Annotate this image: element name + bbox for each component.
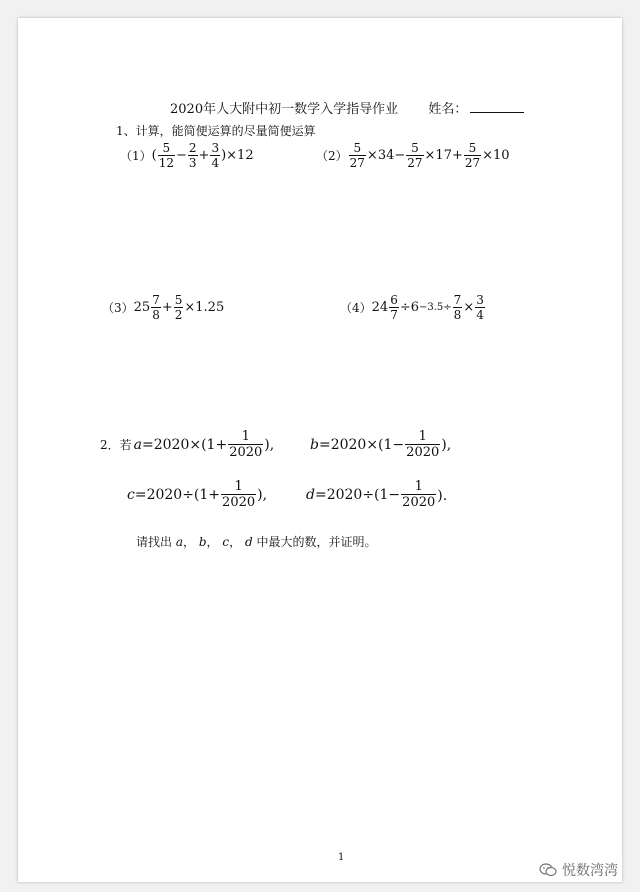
- fraction: $\frac{3}{4}$: [476, 293, 484, 322]
- expr-tail: ),: [264, 436, 275, 453]
- expr-term: =2020÷(1+: [134, 486, 221, 503]
- title-text: 2020年人大附中初一数学入学指导作业: [170, 102, 399, 117]
- expr-term: =2020÷(1−: [314, 486, 401, 503]
- fraction: $\frac{5}{12}$: [158, 141, 174, 170]
- separator: ，: [206, 535, 219, 549]
- expr-term: ×34−: [366, 148, 406, 163]
- variable: d: [306, 486, 315, 503]
- q1-part3-label: （3）: [102, 301, 134, 315]
- page-title: [170, 98, 524, 117]
- q1-part4-label: （4）: [340, 301, 372, 315]
- name-label: 姓名：: [428, 102, 468, 117]
- fraction: $\frac{1}{2020}$: [222, 479, 256, 510]
- q2-expr-d: [306, 480, 457, 509]
- expr-term: ×10: [482, 148, 510, 163]
- q1-heading: 1、计算，能简便运算的尽量简便运算: [116, 124, 316, 138]
- page-number: 1: [338, 852, 345, 863]
- q2-expr-c: [127, 480, 267, 509]
- q1-part4: [340, 294, 486, 321]
- variable: d: [244, 535, 253, 549]
- q2-expr-b: [310, 430, 451, 459]
- fraction: $\frac{7}{8}$: [453, 293, 462, 322]
- wechat-icon: [539, 863, 557, 877]
- variable: c: [127, 486, 135, 503]
- fraction: $\frac{1}{2020}$: [402, 479, 436, 510]
- q2-prompt: [136, 533, 376, 550]
- expr-term: −3.5÷: [419, 302, 452, 313]
- variable: b: [198, 535, 207, 549]
- separator: ，: [183, 535, 196, 549]
- q2-expr-a: [100, 430, 274, 459]
- fraction: $\frac{5}{27}$: [349, 141, 365, 170]
- operator: −: [176, 148, 187, 163]
- variable: a: [133, 436, 142, 453]
- expr-term: =2020×(1+: [142, 436, 228, 453]
- expr-term: ×17+: [424, 148, 463, 163]
- mixed-whole: 25: [133, 300, 151, 315]
- prompt-text: 中最大的数，并证明。: [256, 535, 377, 549]
- fraction: $\frac{3}{4}$: [211, 141, 220, 170]
- separator: ，: [229, 535, 242, 549]
- q1-part2: [316, 142, 510, 169]
- fraction: $\frac{7}{8}$: [152, 293, 160, 322]
- fraction: $\frac{1}{2020}$: [229, 429, 263, 460]
- fraction: $\frac{5}{2}$: [174, 293, 183, 322]
- expr-term: ÷6: [399, 300, 419, 315]
- q2-label: 2．若: [100, 438, 132, 452]
- operator: +: [198, 148, 210, 163]
- document-page: [18, 18, 622, 882]
- name-blank: [470, 100, 524, 113]
- expr-term: ×: [463, 300, 475, 315]
- watermark: [539, 860, 618, 880]
- mixed-whole: 24: [371, 300, 389, 315]
- fraction: $\frac{2}{3}$: [188, 141, 197, 170]
- q1-part1-label: （1）: [120, 149, 152, 163]
- q1-part1: [120, 142, 254, 169]
- q1-part1-open: (: [151, 148, 157, 163]
- operator: +: [161, 300, 173, 315]
- fraction: $\frac{5}{27}$: [407, 141, 423, 170]
- q1-part2-label: （2）: [316, 149, 348, 163]
- variable: c: [222, 535, 230, 549]
- fraction: $\frac{1}{2020}$: [406, 429, 440, 460]
- variable: b: [310, 436, 319, 453]
- expr-tail: ×1.25: [184, 300, 225, 315]
- prompt-text: 请找出: [136, 535, 173, 549]
- variable: a: [175, 535, 183, 549]
- expr-tail: )×12: [221, 148, 254, 163]
- expr-term: =2020×(1−: [318, 436, 405, 453]
- expr-tail: )．: [437, 487, 457, 504]
- expr-tail: ),: [441, 436, 452, 453]
- q1-part3: [102, 294, 224, 321]
- fraction: $\frac{6}{7}$: [390, 293, 398, 322]
- watermark-text: 悦数湾湾: [562, 863, 618, 879]
- expr-tail: ),: [257, 486, 268, 503]
- fraction: $\frac{5}{27}$: [464, 141, 481, 170]
